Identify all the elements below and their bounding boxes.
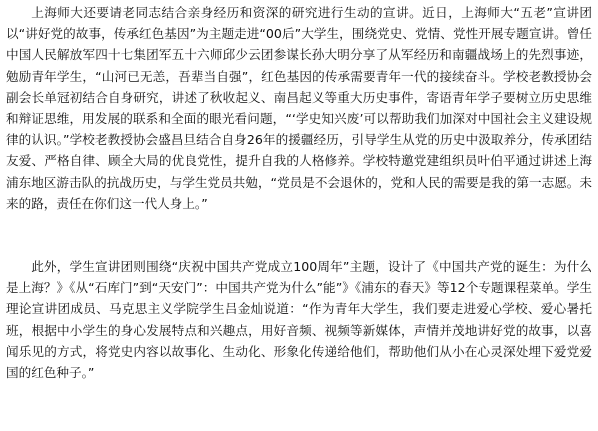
article-paragraph-1: 上海师大还要请老同志结合亲身经历和资深的研究进行生动的宣讲。近日，上海师大“五老”宣讲团以“讲好党的故事，传承红色基因”为主题走进“00后”大学生，围绕党史、党情、党性开展专题宣讲。曾任中国人民解放军四十七集团军五十六师邱少云团参谋长孙大明分享了从军经历和南疆战场上的先烈事迹，勉励青年学生，“山河已无恙，吾辈当自强”，红色基因的传承需要青年一代的接续奋斗。学校老教授协会副会长单冠初结合自身研究，讲述了秋收起义、南昌起义等重大历史事件，寄语青年学子要树立历史思维和辩证思维，用发展的联系和全面的眼光看问题，“‘学史知兴废’可以帮助我们加深对中国社会主义建设规律的认识。”学校老教授协会盛昌旦结合自身26年的援疆经历，引导学生从党的历史中汲取养分，传承团结友爱、严格自律、顾全大局的优良党性，提升自我的人格修养。学校特邀党建组织员叶伯平通过讲述上海浦东地区游击队的抗战历史，与学生党员共勉，“党员是不会退休的，党和人民的需要是我的第一志愿。未来的路，责任在你们这一代人身上。” bbox=[6, 5, 592, 211]
article-paragraph-2: 此外，学生宣讲团则围绕“庆祝中国共产党成立100周年”主题，设计了《中国共产党的诞生：为什么是上海？》《从“石库门”到“天安门”：中国共产党为什么”能”》《浦东的春天》等12个专题课程菜单。学生理论宣讲团成员、马克思主义学院学生吕金灿说道：“作为青年大学生，我们要走进爱心学校、爱心暑托班，根据中小学生的身心发展特点和兴趣点，用好音频、视频等新媒体，声情并茂地讲好党的故事，以喜闻乐见的方式，将党史内容以故事化、生动化、形象化传递给他们，帮助他们从小在心灵深处埋下爱党爱国的红色种子。” bbox=[6, 259, 592, 381]
